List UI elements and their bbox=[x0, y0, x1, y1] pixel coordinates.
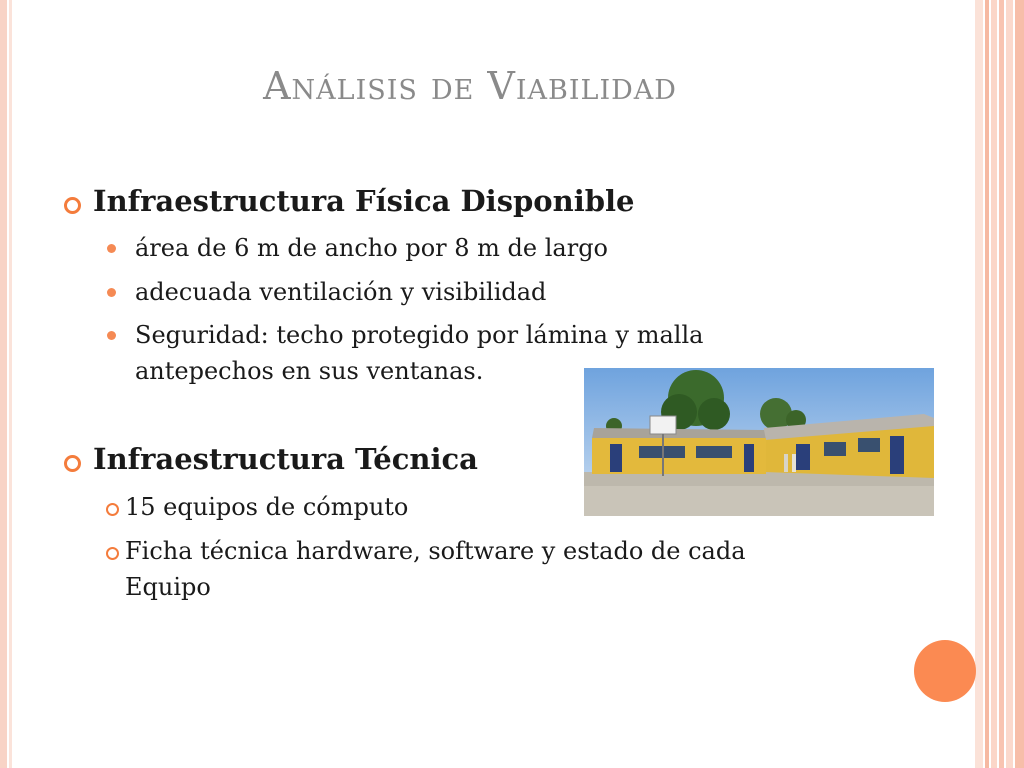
section-bullet-icon bbox=[64, 197, 81, 214]
list-item-continuation: antepechos en sus ventanas. bbox=[135, 357, 484, 385]
list-item: 15 equipos de cómputo bbox=[125, 493, 409, 521]
section-heading-technical: Infraestructura Técnica bbox=[93, 442, 478, 476]
section-bullet-icon bbox=[64, 455, 81, 472]
list-item: Ficha técnica hardware, software y estado de cada bbox=[125, 537, 746, 565]
sub-bullet-ring-icon bbox=[106, 503, 119, 516]
left-decorative-border bbox=[0, 0, 16, 768]
bullet-dot-icon bbox=[107, 288, 116, 297]
list-item: adecuada ventilación y visibilidad bbox=[135, 278, 547, 306]
orange-circle-decoration bbox=[914, 640, 976, 702]
list-item: Seguridad: techo protegido por lámina y malla bbox=[135, 321, 704, 349]
bullet-dot-icon bbox=[107, 244, 116, 253]
bullet-dot-icon bbox=[107, 331, 116, 340]
right-decorative-stripes bbox=[975, 0, 1024, 768]
slide-title: Análisis de Viabilidad bbox=[263, 64, 677, 108]
school-building-photo bbox=[584, 368, 934, 516]
section-heading-physical: Infraestructura Física Disponible bbox=[93, 184, 635, 218]
sub-bullet-ring-icon bbox=[106, 547, 119, 560]
list-item: área de 6 m de ancho por 8 m de largo bbox=[135, 234, 609, 262]
list-item-continuation: Equipo bbox=[125, 573, 211, 601]
